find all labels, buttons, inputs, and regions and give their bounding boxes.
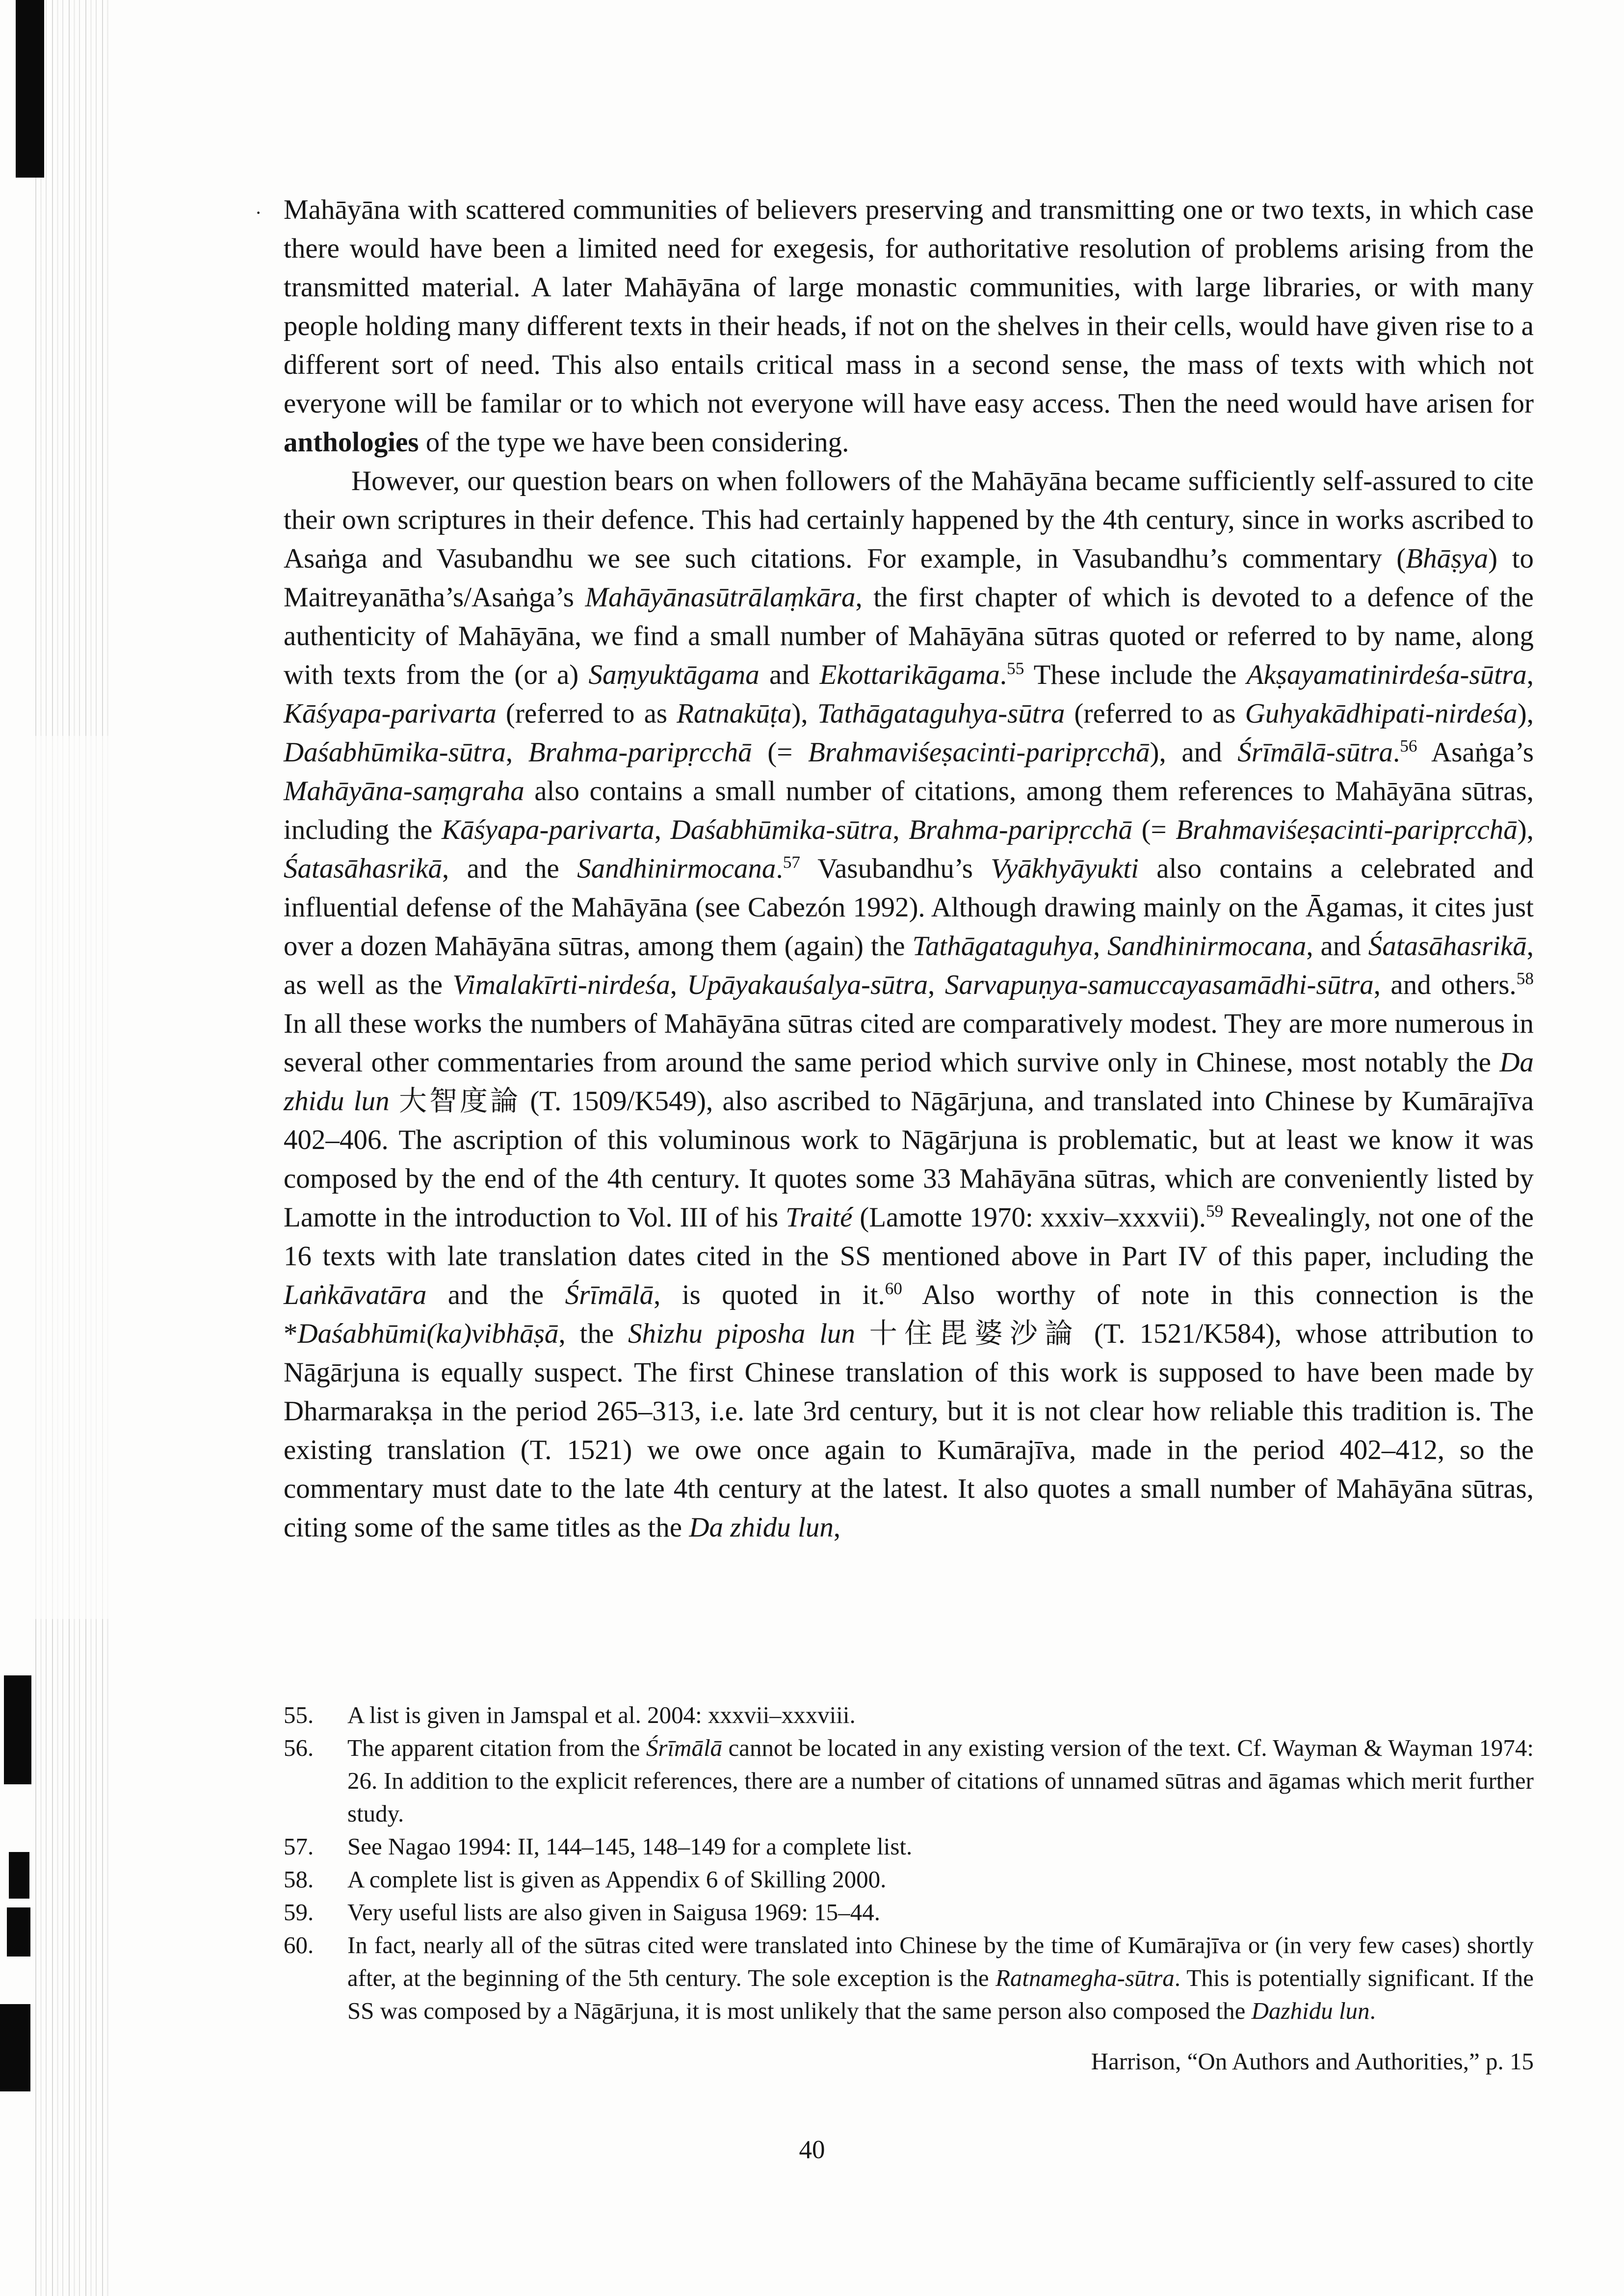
footnote-60 <box>284 1929 1534 2027</box>
paragraph-text: Mahāyāna with scattered communities of believers preserving and transmitting one or two texts, in which case there would have been a limited need for exegesis, for authoritative resolution of problems arising from the transmitted material. A later Mahāyāna of large monastic communities, with large libraries, or with many people holding many different texts in their heads, if not on the shelves in their cells, would have given rise to a different sort of need. This also entails critical mass in a second sense, the mass of texts with which not everyone will be familar or to which not everyone will have easy access. Then the need would have arisen for anthologies of the type we have been considering. <box>284 194 1534 458</box>
paragraph-text: However, our question bears on when followers of the Mahāyāna became sufficiently self-assured to cite their own scriptures in their defence. This had certainly happened by the 4th century, since in works ascribed to Asaṅga and Vasubandhu we see such citations. For example, in Vasubandhu’s commentary (Bhāṣya) to Maitreyanātha’s/Asaṅga’s Mahāyānasūtrālaṃkāra, the first chapter of which is devoted to a defence of the authenticity of Mahāyāna, we find a small number of Mahāyāna sūtras quoted or referred to by name, along with texts from the (or a) Saṃyuktāgama and Ekottarikāgama.$^{55}$ These include the Akṣayamatinirdeśa-sūtra, Kāśyapa-parivarta (referred to as Ratnakūṭa), Tathāgataguhya-sūtra (referred to as Guhyakādhipati-nirdeśa), Daśabhūmika-sūtra, Brahma-paripṛcchā (= Brahmaviśeṣacinti-paripṛcchā), and Śrīmālā-sūtra.$^{56}$ Asaṅga’s Mahāyāna-saṃgraha also contains a small number of citations, among them references to Mahāyāna sūtras, including the Kāśyapa-parivarta, Daśabhūmika-sūtra, Brahma-paripṛcchā (= Brahmaviśeṣacinti-paripṛcchā), Śatasāhasrikā, and the Sandhinirmocana.$^{57}$ Vasubandhu’s Vyākhyāyukti also contains a celebrated and influential defense of the Mahāyāna (see Cabezón 1992). Although drawing mainly on the Āgamas, it cites just over a dozen Mahāyāna sūtras, among them (again) the Tathāgataguhya, Sandhinirmocana, and Śatasāhasrikā, as well as the Vimalakīrti-nirdeśa, Upāyakauśalya-sūtra, Sarvapuṇya-samuccayasamādhi-sūtra, and others.$^{58}$ In all these works the numbers of Mahāyāna sūtras cited are comparatively modest. They are more numerous in several other commentaries from around the same period which survive only in Chinese, most notably the Da zhidu lun 大智度論 (T. 1509/K549), also ascribed to Nāgārjuna, and translated into Chinese by Kumārajīva 402–406. The ascription of this voluminous work to Nāgārjuna is problematic, but at least we know it was composed by the end of the 4th century. It quotes some 33 Mahāyāna sūtras, which are conveniently listed by Lamotte in the introduction to Vol. III of his Traité (Lamotte 1970: xxxiv–xxxvii).$^{59}$ Revealingly, not one of the 16 texts with late translation dates cited in the SS mentioned above in Part IV of this paper, including the Laṅkāvatāra and the Śrīmālā, is quoted in it.$^{60}$ Also worthy of note in this connection is the *Daśabhūmi(ka)vibhāṣā, the Shizhu piposha lun 十住毘婆沙論 (T. 1521/K584), whose attribution to Nāgārjuna is equally suspect. The first Chinese translation of this work is supposed to have been made by Dharmarakṣa in the period 265–313, i.e. late 3rd century, but it is not clear how reliable this tradition is. The existing translation (T. 1521) we owe once again to Kumārajīva, made in the period 402–412, so the commentary must date to the late 4th century at the latest. It also quotes a small number of Mahāyāna sūtras, citing some of the same titles as the Da zhidu lun, <box>284 466 1534 1543</box>
footnote-text: In fact, nearly all of the sūtras cited were translated into Chinese by the time of Kumārajīva or (in very few cases) shortly after, at the beginning of the 5th century. The sole exception is the Ratnamegha-sūtra. This is potentially significant. If the SS was composed by a Nāgārjuna, it is most unlikely that the same person also composed the Dazhidu lun. <box>347 1931 1534 2024</box>
page-number: 40 <box>799 2136 825 2164</box>
footnote-number: 58. <box>284 1866 314 1893</box>
body-text-block <box>255 190 1534 1547</box>
body-paragraph-2 <box>284 462 1534 1547</box>
scan-streaks-middle <box>35 736 109 1619</box>
scan-artifact-block-small-2 <box>7 1907 30 1957</box>
footnote-57 <box>284 1830 1534 1863</box>
scan-artifact-block-small-1 <box>9 1852 29 1899</box>
footnote-text: A complete list is given as Appendix 6 of Skilling 2000. <box>347 1866 887 1893</box>
footnote-55 <box>284 1698 1534 1731</box>
footnote-56 <box>284 1731 1534 1830</box>
footnote-text: See Nagao 1994: II, 144–145, 148–149 for a complete list. <box>347 1833 913 1860</box>
footnote-58 <box>284 1863 1534 1896</box>
scan-streaks-bottom <box>35 1619 109 2296</box>
footnote-number: 59. <box>284 1899 314 1926</box>
footnotes-section <box>284 1698 1534 2027</box>
body-paragraph-1 <box>255 190 1534 462</box>
footnote-text: Very useful lists are also given in Saigusa 1969: 15–44. <box>347 1899 881 1926</box>
footnote-number: 56. <box>284 1734 314 1761</box>
scan-artifact-bar-top <box>16 0 44 178</box>
scan-artifact-block-bottom <box>0 2004 30 2091</box>
attribution-line: Harrison, “On Authors and Authorities,” p. 15 <box>1091 2048 1534 2075</box>
scan-artifact-block-mid <box>4 1675 31 1784</box>
footnote-number: 60. <box>284 1931 314 1958</box>
footnote-number: 57. <box>284 1833 314 1860</box>
footnote-text: The apparent citation from the Śrīmālā cannot be located in any existing version of the text. Cf. Wayman & Wayman 1974: 26. In addition to the explicit references, there are a number of citations of unnamed sūtras and āgamas which merit further study. <box>347 1734 1534 1827</box>
scan-streaks-top <box>35 0 109 736</box>
footnote-number: 55. <box>284 1701 314 1728</box>
stray-mark: · <box>255 202 262 224</box>
footnote-59 <box>284 1896 1534 1929</box>
footnote-text: A list is given in Jamspal et al. 2004: xxxvii–xxxviii. <box>347 1701 856 1728</box>
